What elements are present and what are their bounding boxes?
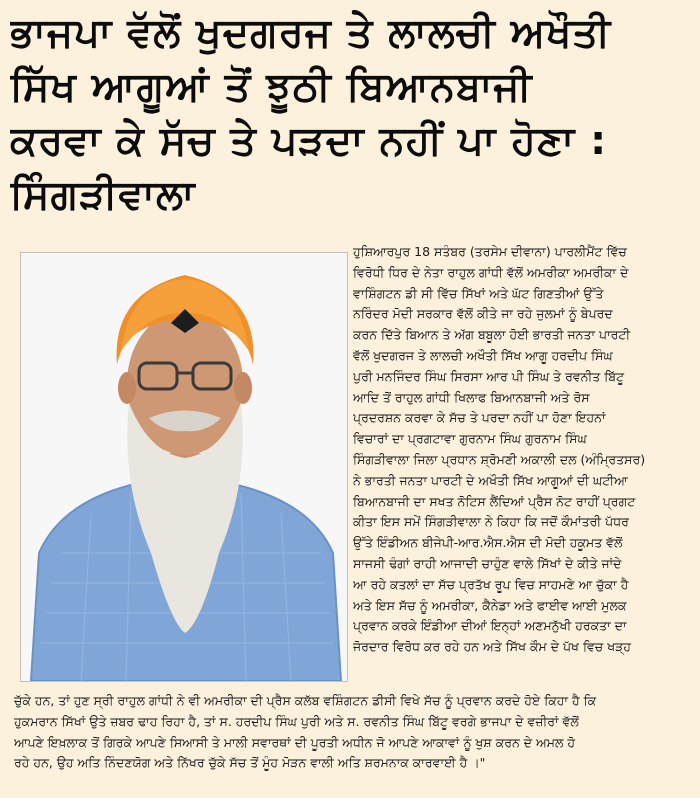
- article-line: ਵਿਚਾਰਾਂ ਦਾ ਪ੍ਰਗਟਾਵਾ ਗੁਰਨਾਮ ਸਿੰਘ ਗੁਰਨਾਮ ਸਿੰਘ: [353, 431, 587, 447]
- article-line: ਨਰਿੰਦਰ ਮੋਦੀ ਸਰਕਾਰ ਵੱਲੋਂ ਕੀਤੇ ਜਾ ਰਹੇ ਜੁਲਮਾਂ ਨੂੰ ਬੇਪਰਦ: [353, 306, 613, 322]
- article-line: ਸਿੰਗੜੀਵਾਲਾ ਜਿਲਾ ਪ੍ਰਧਾਨ ਸ਼੍ਰੋਮਣੀ ਅਕਾਲੀ ਦਲ (ਅੰਮ੍ਰਿਤਸਰ): [353, 451, 646, 467]
- headline: [10, 6, 694, 222]
- headline-line-4: ਸਿੰਗੜੀਵਾਲਾ: [10, 172, 196, 218]
- article-line: ਆਦਿ ਤੋਂ ਰਾਹੁਲ ਗਾਂਧੀ ਖਿਲਾਫ ਬਿਆਨਬਾਜੀ ਅਤੇ ਰੋਸ: [353, 389, 590, 405]
- article-line: ਕਰਨ ਦਿੱਤੇ ਬਿਆਨ ਤੇ ਅੱਗ ਬਬੂਲਾ ਹੋਈ ਭਾਰਤੀ ਜਨਤਾ ਪਾਰਟੀ: [353, 327, 631, 343]
- article-line: ਹੁਸ਼ਿਆਰਪੁਰ 18 ਸਤੰਬਰ (ਤਰਸੇਮ ਦੀਵਾਨਾ) ਪਾਰਲੀਮੈਂਟ ਵਿੱਚ: [353, 244, 627, 259]
- article-line: ਵਿਰੋਧੀ ਧਿਰ ਦੇ ਨੇਤਾ ਰਾਹੁਲ ਗਾਂਧੀ ਵੱਲੋਂ ਅਮਰੀਕਾ ਅਮਰੀਕਾ ਦੇ: [353, 264, 629, 280]
- article-line: ਆ ਰਹੇ ਕਤਲਾਂ ਦਾ ਸੱਚ ਪ੍ਰਤੱਖ ਰੂਪ ਵਿਚ ਸਾਹਮਣੇ ਆ ਚੁੱਕਾ ਹੈ: [353, 576, 629, 592]
- article-line: ਪ੍ਰਦਰਸ਼ਨ ਕਰਵਾ ਕੇ ਸੱਚ ਤੇ ਪਰਦਾ ਨਹੀਂ ਪਾ ਹੋਣਾ ਇਹਨਾਂ: [353, 410, 606, 426]
- article-line: ਜੋਰਦਾਰ ਵਿਰੋਧ ਕਰ ਰਹੇ ਹਨ ਅਤੇ ਸਿੱਖ ਕੌਮ ਦੇ ਪੱਖ ਵਿਚ ਖੜ੍ਹ: [353, 639, 631, 655]
- article-right-column: [353, 242, 691, 658]
- article-line: ਅਤੇ ਇਸ ਸੱਚ ਨੂੰ ਅਮਰੀਕਾ, ਕੈਨੇਡਾ ਅਤੇ ਫਾਈਵ ਆਈ ਮੁਲਕ: [353, 597, 627, 613]
- article-line: ਰਹੇ ਹਨ, ਉਹ ਅਤਿ ਨਿੰਦਣਯੋਗ ਅਤੇ ਨਿੱਖਰ ਚੁੱਕੇ ਸੱਚ ਤੋਂ ਮੂੰਹ ਮੋੜਨ ਵਾਲੀ ਅਤਿ ਸ਼ਰਮਨਾਕ ਕਾਰਵਾਈ ਹੈ ।": [14, 755, 486, 771]
- article-line: ਚੁੱਕੇ ਹਨ, ਤਾਂ ਹੁਣ ਸ੍ਰੀ ਰਾਹੁਲ ਗਾਂਧੀ ਨੇ ਵੀ ਅਮਰੀਕਾ ਦੀ ਪ੍ਰੈਸ ਕਲੱਬ ਵਸ਼ਿੰਗਟਨ ਡੀਸੀ ਵਿਖੇ ਸੱਚ ਨੂੰ ਪ੍ਰਵਾਨ ਕਰਦੇ ਹੋਏ ਕਿਹਾ ਹੈ ਕਿ: [14, 693, 597, 708]
- article-line: ਵੱਲੋਂ ਖੁਦਗਰਜ ਤੇ ਲਾਲਚੀ ਅਖੌਤੀ ਸਿੱਖ ਆਗੂ ਹਰਦੀਪ ਸਿੰਘ: [353, 347, 613, 363]
- article-line: ਪੁਰੀ ਮਨਜਿੰਦਰ ਸਿੰਘ ਸਿਰਸਾ ਆਰ ਪੀ ਸਿੰਘ ਤੇ ਰਵਨੀਤ ਬਿੱਟੂ: [353, 368, 625, 384]
- article-line: ਨੇ ਭਾਰਤੀ ਜਨਤਾ ਪਾਰਟੀ ਦੇ ਅਖੌਤੀ ਸਿੱਖ ਆਗੂਆਂ ਦੀ ਘਟੀਆ: [353, 472, 628, 488]
- article-line: ਵਾਸ਼ਿੰਗਟਨ ਡੀ ਸੀ ਵਿੱਚ ਸਿੱਖਾਂ ਅਤੇ ਘੱਟ ਗਿਣਤੀਆਂ ਉੱਤੇ: [353, 285, 604, 301]
- article-line: ਆਪਣੇ ਇਖ਼ਲਾਕ ਤੋਂ ਗਿਰਕੇ ਆਪਣੇ ਸਿਆਸੀ ਤੇ ਮਾਲੀ ਸਵਾਰਥਾਂ ਦੀ ਪੂਰਤੀ ਅਧੀਨ ਜੋ ਆਪਣੇ ਆਕਾਵਾਂ ਨੂੰ ਖੁਸ਼ ਕਰਨ ਦੇ ਅਮਲ ਹੋ: [14, 734, 576, 750]
- article-bottom-block: [14, 691, 692, 774]
- article-line: ਉੱਤੇ ਇੰਡੀਅਨ ਬੀਜੇਪੀ-ਆਰ.ਐਸ.ਐਸ ਦੀ ਮੋਦੀ ਹਕੂਮਤ ਵੱਲੋਂ: [353, 535, 623, 551]
- headline-line-1: ਭਾਜਪਾ ਵੱਲੋਂ ਖੁਦਗਰਜ ਤੇ ਲਾਲਚੀ ਅਖੌਤੀ: [10, 10, 612, 56]
- headline-line-2: ਸਿੱਖ ਆਗੂਆਂ ਤੋਂ ਝੂਠੀ ਬਿਆਨਬਾਜੀ: [10, 64, 533, 110]
- article-line: ਪ੍ਰਵਾਨ ਕਰਕੇ ਇੰਡੀਆ ਦੀਆਂ ਇਨ੍ਹਾਂ ਅਣਮਨੁੱਖੀ ਹਰਕਤਾ ਦਾ: [353, 618, 627, 634]
- article-line: ਬਿਆਨਬਾਜੀ ਦਾ ਸਖਤ ਨੋਟਿਸ ਲੈਂਦਿਆਂ ਪ੍ਰੈਸ ਨੋਟ ਰਾਹੀਂ ਪ੍ਰਗਟ: [353, 493, 636, 509]
- article-line: ਹੁਕਮਰਾਨ ਸਿੱਖਾਂ ਉਤੇ ਜ਼ਬਰ ਢਾਹ ਰਿਹਾ ਹੈ, ਤਾਂ ਸ. ਹਰਦੀਪ ਸਿੰਘ ਪੁਰੀ ਅਤੇ ਸ. ਰਵਨੀਤ ਸਿੰਘ ਬਿੱਟੂ ਵਰਗੇ ਭਾਜਪਾ ਦੇ ਵਜ਼ੀਰਾਂ ਵੱਲੋਂ: [14, 713, 579, 729]
- portrait-illustration: [21, 253, 347, 681]
- headline-line-3: ਕਰਵਾ ਕੇ ਸੱਚ ਤੇ ਪੜਦਾ ਨਹੀਂ ਪਾ ਹੋਣਾ :: [10, 118, 608, 164]
- portrait-photo: [20, 252, 348, 682]
- article-line: ਕੀਤਾ ਇਸ ਸਮੇਂ ਸਿੰਗੜੀਵਾਲਾ ਨੇ ਕਿਹਾ ਕਿ ਜਦੋਂ ਕੌਮਾਂਤਰੀ ਪੱਧਰ: [353, 514, 629, 530]
- article-line: ਸਾਜਸੀ ਢੰਗਾਂ ਰਾਹੀ ਆਜਾਦੀ ਚਾਹੁੰਣ ਵਾਲੇ ਸਿੱਖਾਂ ਦੇ ਕੀਤੇ ਜਾਂਦੇ: [353, 555, 622, 571]
